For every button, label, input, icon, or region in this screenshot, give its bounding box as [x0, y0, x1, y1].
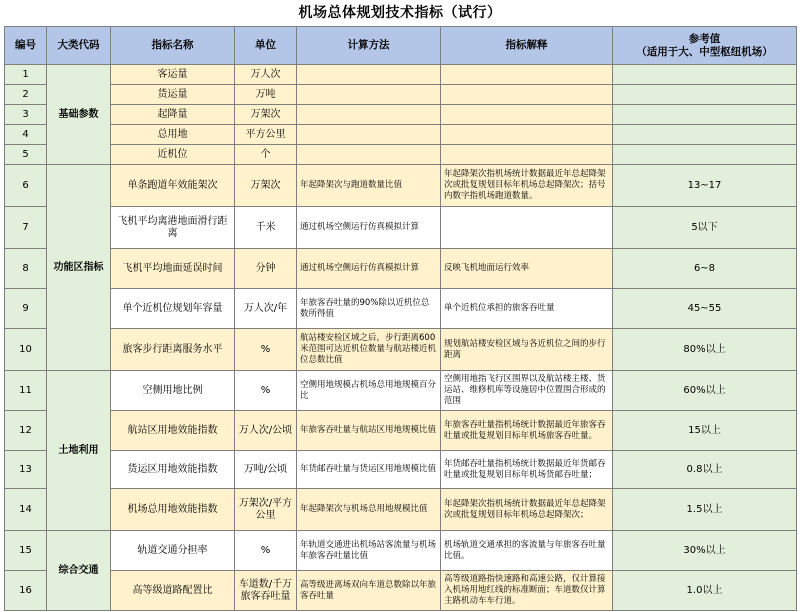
row-no: 9: [5, 289, 47, 329]
header-ref-line2: （适用于大、中型枢纽机场）: [636, 45, 773, 58]
indicator-name: 航站区用地效能指数: [111, 411, 235, 451]
indicator-ref: [613, 125, 797, 145]
indicator-method: 高等级进离场双向车道总数除以年旅客吞吐量: [297, 571, 441, 611]
indicator-name: 货运区用地效能指数: [111, 451, 235, 489]
table-row: [5, 249, 797, 289]
indicator-explain: [441, 145, 613, 165]
indicator-explain: 单个近机位承担的旅客吞吐量: [441, 289, 613, 329]
indicator-explain: 年货邮吞吐量指机场统计数据最近年货邮吞吐量或批复规划目标年机场货邮吞吐量；: [441, 451, 613, 489]
indicator-method: [297, 145, 441, 165]
row-no: 2: [5, 85, 47, 105]
table-row: [5, 571, 797, 611]
indicator-method: 空侧用地规模占机场总用地规模百分比: [297, 371, 441, 411]
table-row: [5, 85, 797, 105]
row-no: 7: [5, 207, 47, 249]
indicator-method: 通过机场空侧运行仿真模拟计算: [297, 207, 441, 249]
indicator-unit: 千米: [235, 207, 297, 249]
indicator-unit: 分钟: [235, 249, 297, 289]
indicator-unit: %: [235, 371, 297, 411]
header-method: 计算方法: [297, 27, 441, 65]
row-no: 6: [5, 165, 47, 207]
indicator-unit: 平方公里: [235, 125, 297, 145]
indicator-explain: [441, 105, 613, 125]
indicator-ref: [613, 145, 797, 165]
row-no: 15: [5, 531, 47, 571]
indicator-name: 机场总用地效能指数: [111, 489, 235, 531]
indicator-unit: 万架次/平方公里: [235, 489, 297, 531]
indicator-ref: 15以上: [613, 411, 797, 451]
indicator-method: 航站楼安检区域之后，步行距离600米范围可达近机位数量与航站楼近机位总数比值: [297, 329, 441, 371]
indicator-name: 轨道交通分担率: [111, 531, 235, 571]
indicator-name: 高等级道路配置比: [111, 571, 235, 611]
indicator-ref: 60%以上: [613, 371, 797, 411]
indicator-ref: 45~55: [613, 289, 797, 329]
indicator-ref: 1.5以上: [613, 489, 797, 531]
indicator-name: 飞机平均离港地面滑行距离: [111, 207, 235, 249]
indicator-unit: 万人次/年: [235, 289, 297, 329]
indicator-name: 客运量: [111, 65, 235, 85]
indicator-explain: [441, 65, 613, 85]
indicator-ref: 5以下: [613, 207, 797, 249]
indicator-ref: [613, 105, 797, 125]
header-unit: 单位: [235, 27, 297, 65]
table-row: [5, 207, 797, 249]
indicator-explain: [441, 207, 613, 249]
indicator-explain: 空侧用地指飞行区围界以及航站楼主楼、货运站、维修机库等设施居中位置围合形成的范围: [441, 371, 613, 411]
header-ref-line1: 参考值: [688, 32, 721, 45]
header-explain: 指标解释: [441, 27, 613, 65]
indicator-ref: 1.0以上: [613, 571, 797, 611]
row-no: 3: [5, 105, 47, 125]
indicator-ref: 30%以上: [613, 531, 797, 571]
indicator-name: 旅客步行距离服务水平: [111, 329, 235, 371]
indicator-name: 单个近机位规划年容量: [111, 289, 235, 329]
indicator-ref: [613, 65, 797, 85]
table-row: [5, 145, 797, 165]
indicator-explain: 反映飞机地面运行效率: [441, 249, 613, 289]
row-no: 10: [5, 329, 47, 371]
indicator-ref: 0.8以上: [613, 451, 797, 489]
indicator-unit: 个: [235, 145, 297, 165]
header-ref: [613, 27, 797, 65]
row-no: 8: [5, 249, 47, 289]
row-no: 5: [5, 145, 47, 165]
indicator-method: [297, 85, 441, 105]
indicator-name: 起降量: [111, 105, 235, 125]
indicator-unit: 车道数/千万旅客吞吐量: [235, 571, 297, 611]
indicator-explain: 年起降架次指机场统计数据最近年总起降架次或批复规划目标年机场总起降架次；括号内数字指机场跑道数量。: [441, 165, 613, 207]
row-no: 1: [5, 65, 47, 85]
indicator-method: [297, 65, 441, 85]
table-row: [5, 531, 797, 571]
indicator-method: 年旅客吞吐量与航站区用地规模比值: [297, 411, 441, 451]
row-no: 11: [5, 371, 47, 411]
category-cell: 功能区指标: [47, 165, 111, 371]
indicator-unit: 万人次: [235, 65, 297, 85]
table-row: [5, 105, 797, 125]
header-row: [5, 27, 797, 65]
category-cell: 土地利用: [47, 371, 111, 531]
indicator-ref: 13~17: [613, 165, 797, 207]
table-row: [5, 165, 797, 207]
table-row: [5, 371, 797, 411]
table-row: [5, 125, 797, 145]
indicator-unit: 万架次: [235, 105, 297, 125]
indicator-unit: 万吨: [235, 85, 297, 105]
indicator-name: 近机位: [111, 145, 235, 165]
indicator-method: [297, 105, 441, 125]
indicator-explain: 年起降架次指机场统计数据最近年总起降架次或批复规划目标年机场总起降架次；: [441, 489, 613, 531]
indicator-name: 空侧用地比例: [111, 371, 235, 411]
indicator-explain: [441, 125, 613, 145]
category-cell: 基础参数: [47, 65, 111, 165]
table-row: [5, 65, 797, 85]
indicator-explain: 年旅客吞吐量指机场统计数据最近年旅客吞吐量或批复规划目标年机场旅客吞吐量。: [441, 411, 613, 451]
table-row: [5, 289, 797, 329]
category-cell: 综合交通: [47, 531, 111, 611]
indicator-explain: 规划航站楼安检区域与各近机位之间的步行距离: [441, 329, 613, 371]
indicator-name: 总用地: [111, 125, 235, 145]
table-row: [5, 451, 797, 489]
indicator-name: 货运量: [111, 85, 235, 105]
indicator-method: [297, 125, 441, 145]
indicator-unit: 万架次: [235, 165, 297, 207]
indicator-unit: %: [235, 329, 297, 371]
indicator-explain: 机场轨道交通承担的客流量与年旅客吞吐量比值。: [441, 531, 613, 571]
indicator-method: 通过机场空侧运行仿真模拟计算: [297, 249, 441, 289]
header-category: 大类代码: [47, 27, 111, 65]
indicator-method: 年轨道交通进出机场站客流量与机场年旅客吞吐量比值: [297, 531, 441, 571]
indicator-method: 年货邮吞吐量与货运区用地规模比值: [297, 451, 441, 489]
header-name: 指标名称: [111, 27, 235, 65]
page-title: 机场总体规划技术指标（试行）: [298, 5, 502, 21]
indicator-unit: %: [235, 531, 297, 571]
indicator-method: 年起降架次与跑道数量比值: [297, 165, 441, 207]
row-no: 12: [5, 411, 47, 451]
row-no: 14: [5, 489, 47, 531]
header-no: 编号: [5, 27, 47, 65]
indicator-ref: [613, 85, 797, 105]
indicator-unit: 万人次/公顷: [235, 411, 297, 451]
indicator-explain: 高等级道路指快速路和高速公路，仅计算接入机场用地红线的标准断面；车道数仅计算主路机动车车行道。: [441, 571, 613, 611]
indicator-table: [4, 26, 797, 611]
indicator-method: 年旅客吞吐量的90%除以近机位总数所得值: [297, 289, 441, 329]
row-no: 13: [5, 451, 47, 489]
indicator-method: 年起降架次与机场总用地规模比值: [297, 489, 441, 531]
table-row: [5, 411, 797, 451]
row-no: 16: [5, 571, 47, 611]
table-row: [5, 489, 797, 531]
indicator-explain: [441, 85, 613, 105]
indicator-unit: 万吨/公顷: [235, 451, 297, 489]
indicator-name: 飞机平均地面延误时间: [111, 249, 235, 289]
row-no: 4: [5, 125, 47, 145]
indicator-ref: 80%以上: [613, 329, 797, 371]
indicator-ref: 6~8: [613, 249, 797, 289]
indicator-name: 单条跑道年效能架次: [111, 165, 235, 207]
table-row: [5, 329, 797, 371]
